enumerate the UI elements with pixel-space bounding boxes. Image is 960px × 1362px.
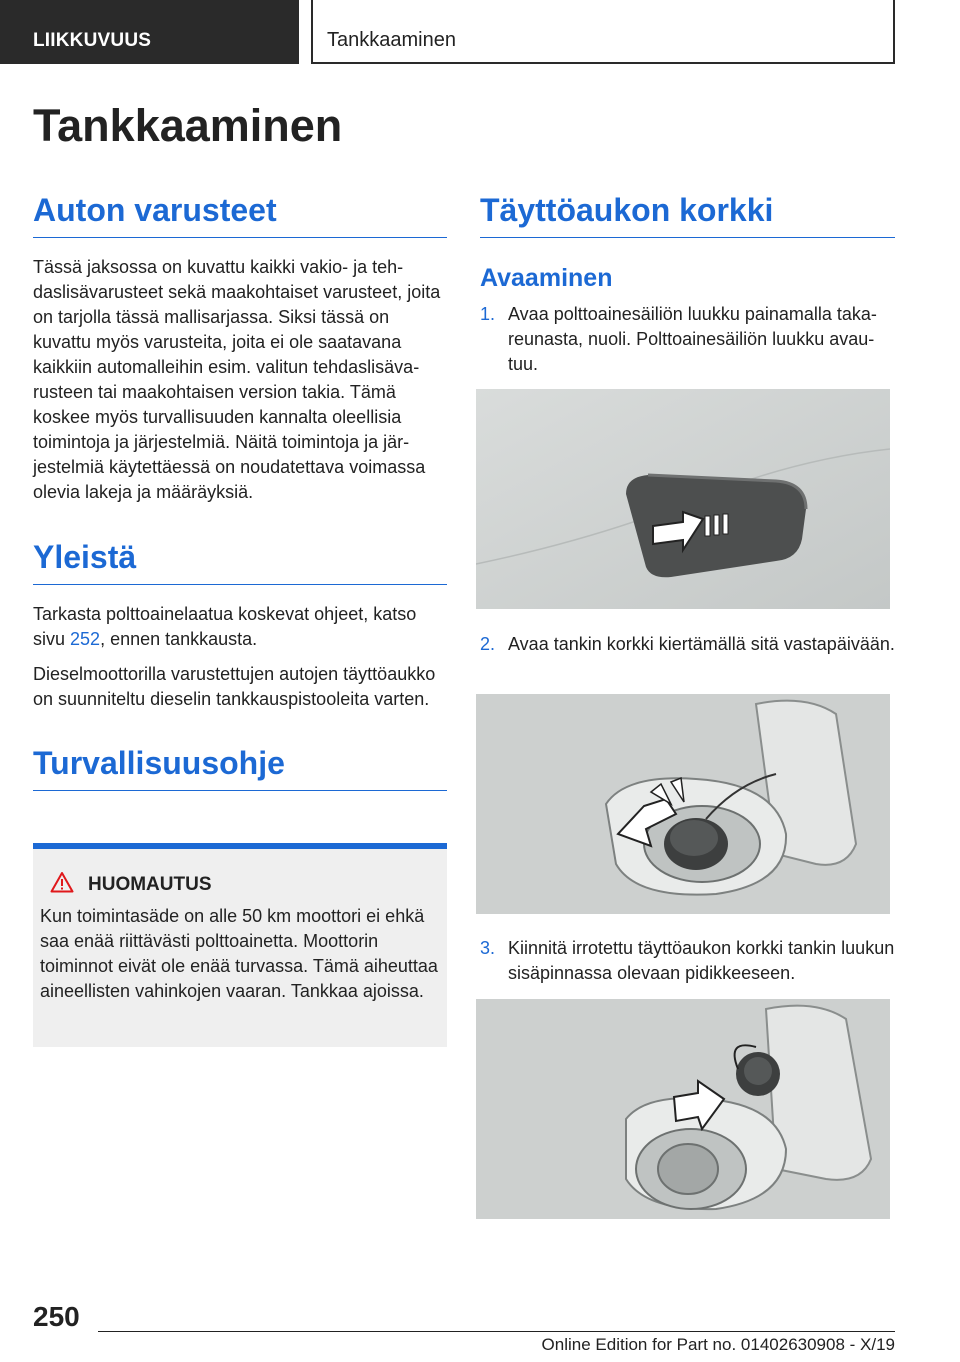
step-number: 1. [480, 304, 496, 324]
warning-header [50, 871, 440, 898]
diesel-paragraph: Dieselmoottorilla varustettujen autojen täyttöaukko on suunniteltu dieselin tankkauspistooleita varten. [33, 664, 436, 709]
header-chapter-box [311, 0, 895, 64]
left-column [33, 192, 447, 791]
opening-heading: Avaaminen [480, 264, 613, 292]
right-column [480, 192, 895, 293]
footer-edition: Online Edition for Part no. 01402630908 - X/19 [541, 1335, 895, 1354]
step-number: 2. [480, 634, 496, 654]
step-text: Avaa polttoainesäiliön luukku painamalla takareunasta, nuoli. Polttoainesäiliön luukku avautuu. [508, 304, 877, 374]
warning-text: Kun toimintasäde on alle 50 km moottori ei ehkä saa enää riittävästi polttoainetta. Moottorin toiminnot eivät ole enää turvassa. Tämä aiheuttaa aineellisten vahinkojen vaaran. Tankkaa ajoissa. [40, 906, 438, 1001]
cap-heading: Täyttöaukon korkki [480, 192, 895, 238]
general-heading: Yleistä [33, 539, 447, 585]
equipment-heading: Auton varusteet [33, 192, 447, 238]
general-text-before: Tarkasta polttoainelaatua koskevat ohjeet, katso sivu [33, 604, 417, 649]
header-section-tab [0, 0, 299, 64]
footer-divider [98, 1331, 895, 1332]
step-number: 3. [480, 938, 496, 958]
fuel-flap-press-figure [476, 389, 890, 609]
open-cap-figure [476, 694, 890, 914]
step-3 [480, 936, 895, 986]
header-chapter-label: Tankkaaminen [327, 29, 456, 51]
header-section-label: LIIKKUVUUS [33, 30, 152, 51]
warning-box [33, 843, 447, 1047]
safety-heading: Turvallisuusohje [33, 745, 447, 791]
general-text-after: , ennen tankkausta. [100, 629, 258, 649]
step-text: Kiinnitä irrotettu täyttöaukon korkki tankin luukun sisäpinnassa olevaan pidikkeeseen. [508, 938, 895, 983]
warning-triangle-icon [50, 871, 74, 898]
page-number: 250 [33, 1301, 80, 1332]
general-paragraph [33, 602, 447, 652]
page-link-252[interactable]: 252 [70, 629, 101, 649]
page-title: Tankkaaminen [33, 100, 343, 151]
step-1 [480, 302, 895, 377]
step-text: Avaa tankin korkki kiertämällä sitä vastapäivään. [508, 634, 895, 654]
attach-cap-figure [476, 999, 890, 1219]
equipment-paragraph: Tässä jaksossa on kuvattu kaikki vakio- ja tehdaslisävarusteet sekä maakohtaiset varusteet, joita on tarjolla tässä mallisarjassa. Siksi tässä on kuvattu myös varusteita, joita ei ole saatavana kaikkiin automalleihin esim. valitun tehdaslisävarusteen tai maakohtaisen version takia. Tämä koskee myös turvallisuuden kannalta oleellisia toimintoja ja järjestelmiä. Näitä toimintoja ja järjestelmiä käytettäessä on noudatettava voimassa olevia lakeja ja määräyksiä. [33, 257, 441, 502]
step-2 [480, 632, 895, 657]
warning-title: HUOMAUTUS [88, 873, 212, 895]
